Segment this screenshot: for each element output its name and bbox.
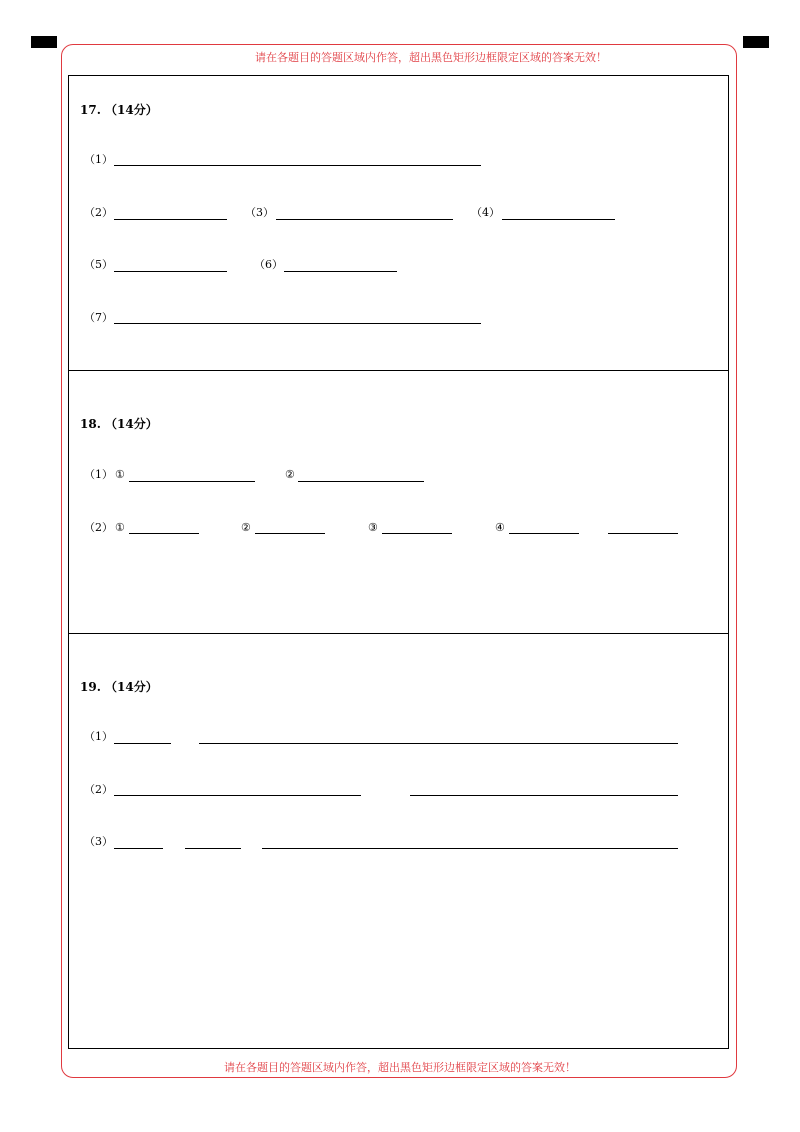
q19-part-2-answer-line-1[interactable] xyxy=(114,795,361,796)
q18-part-1-mark-2: ② xyxy=(285,468,295,481)
q19-part-2-answer-line-2[interactable] xyxy=(410,795,678,796)
q18-part-1-answer-line-1[interactable] xyxy=(129,481,255,482)
question-18-title: 18. （14分） xyxy=(80,417,158,431)
q18-part-2-mark-1: ① xyxy=(115,521,125,534)
q18-part-2-answer-line-4[interactable] xyxy=(509,533,579,534)
q17-part-2-label: （2） xyxy=(84,206,113,219)
q17-part-1-answer-line[interactable] xyxy=(114,165,481,166)
question-17-title: 17. （14分） xyxy=(80,103,158,117)
q18-part-2-answer-line-1[interactable] xyxy=(129,533,199,534)
q19-part-1-label: （1） xyxy=(84,730,113,743)
q17-part-7-label: （7） xyxy=(84,311,113,324)
q19-part-3-answer-line-2[interactable] xyxy=(185,848,241,849)
notice-top: 请在各题目的答题区域内作答，超出黑色矩形边框限定区域的答案无效！ xyxy=(255,51,607,64)
section-divider xyxy=(68,633,729,634)
q18-part-1-label: （1） xyxy=(84,468,113,481)
q19-part-3-answer-line-1[interactable] xyxy=(114,848,163,849)
q18-part-1-answer-line-2[interactable] xyxy=(298,481,424,482)
q17-part-7-answer-line[interactable] xyxy=(114,323,481,324)
q18-part-2-label: （2） xyxy=(84,521,113,534)
q19-part-3-label: （3） xyxy=(84,835,113,848)
q18-part-1-mark-1: ① xyxy=(115,468,125,481)
q17-part-6-label: （6） xyxy=(254,258,283,271)
q18-part-2-mark-3: ③ xyxy=(368,521,378,534)
q17-part-4-label: （4） xyxy=(471,206,500,219)
question-19-title: 19. （14分） xyxy=(80,680,158,694)
q19-part-1-answer-line-2[interactable] xyxy=(199,743,678,744)
notice-bottom: 请在各题目的答题区域内作答，超出黑色矩形边框限定区域的答案无效！ xyxy=(224,1061,576,1074)
q17-part-4-answer-line[interactable] xyxy=(502,219,615,220)
q17-part-3-answer-line[interactable] xyxy=(276,219,453,220)
section-divider xyxy=(68,370,729,371)
q17-part-2-answer-line[interactable] xyxy=(114,219,227,220)
q17-part-1-label: （1） xyxy=(84,153,113,166)
answer-box xyxy=(68,75,729,1049)
q17-part-3-label: （3） xyxy=(245,206,274,219)
q18-part-2-answer-line-2[interactable] xyxy=(255,533,325,534)
q17-part-6-answer-line[interactable] xyxy=(284,271,397,272)
alignment-mark-right xyxy=(743,36,769,48)
q17-part-5-answer-line[interactable] xyxy=(114,271,227,272)
q18-part-2-mark-4: ④ xyxy=(495,521,505,534)
q19-part-3-answer-line-3[interactable] xyxy=(262,848,678,849)
q18-part-2-answer-line-3[interactable] xyxy=(382,533,452,534)
q18-part-2-answer-line-5[interactable] xyxy=(608,533,678,534)
q19-part-2-label: （2） xyxy=(84,783,113,796)
q19-part-1-answer-line-1[interactable] xyxy=(114,743,171,744)
q18-part-2-mark-2: ② xyxy=(241,521,251,534)
q17-part-5-label: （5） xyxy=(84,258,113,271)
alignment-mark-left xyxy=(31,36,57,48)
